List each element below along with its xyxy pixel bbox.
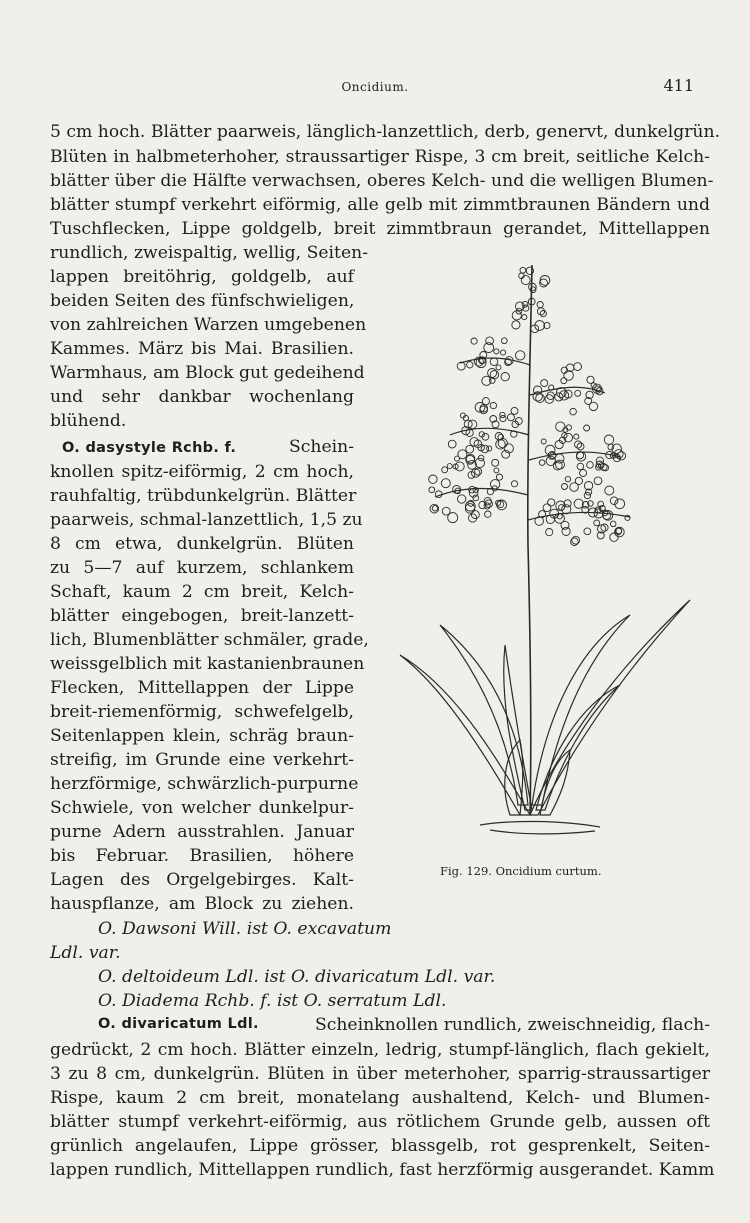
blossom (501, 350, 506, 355)
blossom (487, 446, 492, 451)
blossom (455, 456, 460, 461)
blossom (507, 414, 514, 421)
text-line: rundlich, zweispaltig, wellig, Seiten- (50, 243, 369, 263)
blossom (494, 468, 499, 473)
blossom (447, 464, 452, 469)
blossom (556, 422, 565, 431)
blossom (511, 407, 518, 414)
text-line: knollen spitz-eiförmig, 2 cm hoch, (50, 462, 354, 482)
text-line: blätter über die Hälfte verwachsen, oberes Kelch- und die welligen Blumen- (50, 171, 714, 191)
text-line: Warmhaus, am Block gut gedeihend (50, 363, 365, 383)
text-line: lich, Blumenblätter schmäler, grade, (50, 630, 369, 650)
blossom (473, 495, 479, 501)
blossom (577, 452, 586, 461)
leaf (504, 645, 532, 810)
text-line: Flecken, Mittellappen der Lippe (50, 678, 354, 698)
blossom (584, 492, 590, 498)
blossom (429, 475, 437, 483)
text-line: 8 cm etwa, dunkelgrün. Blüten (50, 534, 354, 554)
blossom (589, 402, 597, 410)
blossom (610, 497, 618, 505)
species-author: Rchb. f. (171, 440, 237, 456)
blossom (490, 402, 496, 408)
blossom (594, 520, 600, 526)
blossom (565, 476, 570, 481)
synonym-dawsoni: O. Dawsoni Will. ist O. excavatum (98, 919, 392, 939)
blossom (501, 338, 507, 344)
species-name: O. dasystyle (62, 440, 167, 456)
leaf (536, 685, 620, 810)
blossom (574, 499, 583, 508)
blossom (561, 378, 567, 384)
blossom (575, 390, 581, 396)
blossom (492, 459, 499, 466)
blossom (442, 467, 448, 473)
text-line: paarweis, schmal-lanzettlich, 1,5 zu (50, 510, 363, 530)
blossom (458, 495, 466, 503)
blossom (535, 517, 544, 526)
blossom (442, 507, 450, 515)
text-line: Schwiele, von welcher dunkelpur- (50, 798, 354, 818)
blossom (471, 338, 477, 344)
blossom (608, 444, 614, 450)
blossom (574, 363, 582, 371)
blossom (432, 506, 437, 511)
text-line: grünlich angelaufen, Lippe grösser, blassgelb, rot gesprenkelt, Seiten- (50, 1136, 710, 1156)
blossom (536, 394, 545, 403)
blossom (448, 440, 456, 448)
blossom (584, 425, 590, 431)
blossom (562, 527, 570, 535)
synonym-dawsoni-cont: Ldl. var. (50, 943, 121, 963)
blossom (457, 362, 465, 370)
blossom (429, 487, 435, 493)
text-line: Rispe, kaum 2 cm breit, monatelang aushaltend, Kelch- und Blumen- (50, 1088, 710, 1108)
blossom (570, 408, 577, 415)
text-line: weissgelblich mit kastanienbraunen (50, 654, 365, 674)
text-line: zu 5—7 auf kurzem, schlankem (50, 558, 354, 578)
blossom (541, 380, 548, 387)
blossom (496, 474, 502, 480)
text-line: 3 zu 8 cm, dunkelgrün. Blüten in über meterhoher, sparrig-straussartiger (50, 1064, 710, 1084)
blossom (577, 443, 584, 450)
blossom (564, 371, 574, 381)
synonym-deltoideum: O. deltoideum Ldl. ist O. divaricatum Ldl. var. (98, 967, 496, 987)
ground (480, 821, 600, 833)
blossom (604, 435, 613, 444)
blossom (472, 469, 480, 477)
blossom (574, 434, 579, 439)
blossom (521, 276, 530, 285)
text-line: Seitenlappen klein, schräg braun- (50, 726, 354, 746)
blossom (512, 321, 520, 329)
blossom (584, 528, 591, 535)
text-line: rauhfaltig, trübdunkelgrün. Blätter (50, 486, 357, 506)
blossom (617, 452, 625, 460)
synonym-diadema: O. Diadema Rchb. f. ist O. serratum Ldl. (98, 991, 447, 1011)
text-line: Schaft, kaum 2 cm breit, Kelch- (50, 582, 354, 602)
blossom (466, 445, 474, 453)
text-line: Blüten in halbmeterhoher, straussartiger Rispe, 3 cm breit, seitliche Kelch- (50, 147, 710, 167)
text-line: beiden Seiten des fünfschwieligen, (50, 291, 355, 311)
blossom (511, 481, 517, 487)
blossom (546, 529, 553, 536)
figure-caption: Fig. 129. Oncidium curtum. (440, 864, 602, 878)
blossom (548, 499, 555, 506)
blossom (453, 485, 461, 493)
leaf (440, 625, 528, 805)
running-title: Oncidium. (341, 80, 409, 94)
text-line: streifig, im Grunde eine verkehrt- (50, 750, 354, 770)
entry-divaricatum-heading (98, 1017, 710, 1034)
blossom (555, 513, 565, 523)
text-line: 5 cm hoch. Blätter paarweis, länglich-lanzettlich, derb, genervt, dunkelgrün. (50, 122, 721, 142)
blossom (570, 483, 579, 492)
blossom (541, 439, 546, 444)
blossom (512, 311, 521, 320)
page-number: 411 (663, 76, 694, 95)
blossom (537, 302, 543, 308)
blossom (490, 358, 498, 366)
text-line: herzförmige, schwärzlich-purpurne (50, 774, 359, 794)
text-line: blätter stumpf verkehrt-eiförmig, aus rötlichem Grunde gelb, aussen oft (50, 1112, 710, 1132)
blossom (562, 484, 568, 490)
blossom (539, 460, 545, 466)
text-line: bis Februar. Brasilien, höhere (50, 846, 354, 866)
blossom (441, 479, 450, 488)
flower-stalk (528, 265, 532, 815)
blossom (496, 365, 501, 370)
text-fragment: Schein- (288, 437, 354, 457)
blossom (580, 470, 587, 477)
blossom (494, 349, 499, 354)
text-line: und sehr dankbar wochenlang (50, 387, 354, 407)
blossom (522, 315, 527, 320)
blossom (566, 364, 574, 372)
blossom (587, 462, 594, 469)
text-line: blätter stumpf verkehrt eiförmig, alle gelb mit zimmtbraunen Bändern und (50, 195, 710, 215)
text-line: gedrückt, 2 cm hoch. Blätter einzeln, ledrig, stumpf-länglich, flach gekielt, (50, 1040, 710, 1060)
blossom (543, 504, 551, 512)
blossom (610, 521, 616, 527)
orchid-illustration (380, 245, 710, 845)
text-line: lappen breitöhrig, goldgelb, auf (50, 267, 354, 287)
blossom (555, 441, 563, 449)
blossom (482, 398, 489, 405)
text-line: blätter eingebogen, breit-lanzett- (50, 606, 354, 626)
blossom (488, 369, 497, 378)
blossom (485, 511, 491, 517)
blossom (540, 276, 550, 286)
text-line: hauspflanze, am Block zu ziehen. (50, 894, 354, 914)
entry-dasystyle-heading (62, 439, 354, 456)
text-line: purne Adern ausstrahlen. Januar (50, 822, 354, 842)
text-line: Kammes. März bis Mai. Brasilien. (50, 339, 354, 359)
blossom (520, 267, 526, 273)
blossom (455, 462, 464, 471)
blossom (577, 463, 584, 470)
blossom (587, 376, 594, 383)
text-line: blühend. (50, 411, 127, 431)
blossom (516, 351, 525, 360)
text-line: breit-riemenförmig, schwefelgelb, (50, 702, 354, 722)
species-name: O. divaricatum Ldl. (98, 1016, 259, 1032)
leaf (530, 600, 690, 815)
text-line: Tuschflecken, Lippe goldgelb, breit zimmtbraun gerandet, Mittellappen (50, 219, 710, 239)
blossom (594, 477, 602, 485)
blossom (572, 536, 580, 544)
text-line: von zahlreichen Warzen umgebenen (50, 315, 367, 335)
text-line: lappen rundlich, Mittellappen rundlich, fast herzförmig ausgerandet. Kamm (50, 1160, 715, 1180)
blossom (475, 458, 484, 467)
blossom (605, 486, 614, 495)
blossom (501, 373, 509, 381)
text-line: Lagen des Orgelgebirges. Kalt- (50, 870, 354, 890)
text-fragment: Scheinknollen rundlich, zweischneidig, flach- (314, 1015, 710, 1035)
blossom (467, 362, 473, 368)
blossom (469, 486, 476, 493)
blossom (500, 416, 506, 422)
